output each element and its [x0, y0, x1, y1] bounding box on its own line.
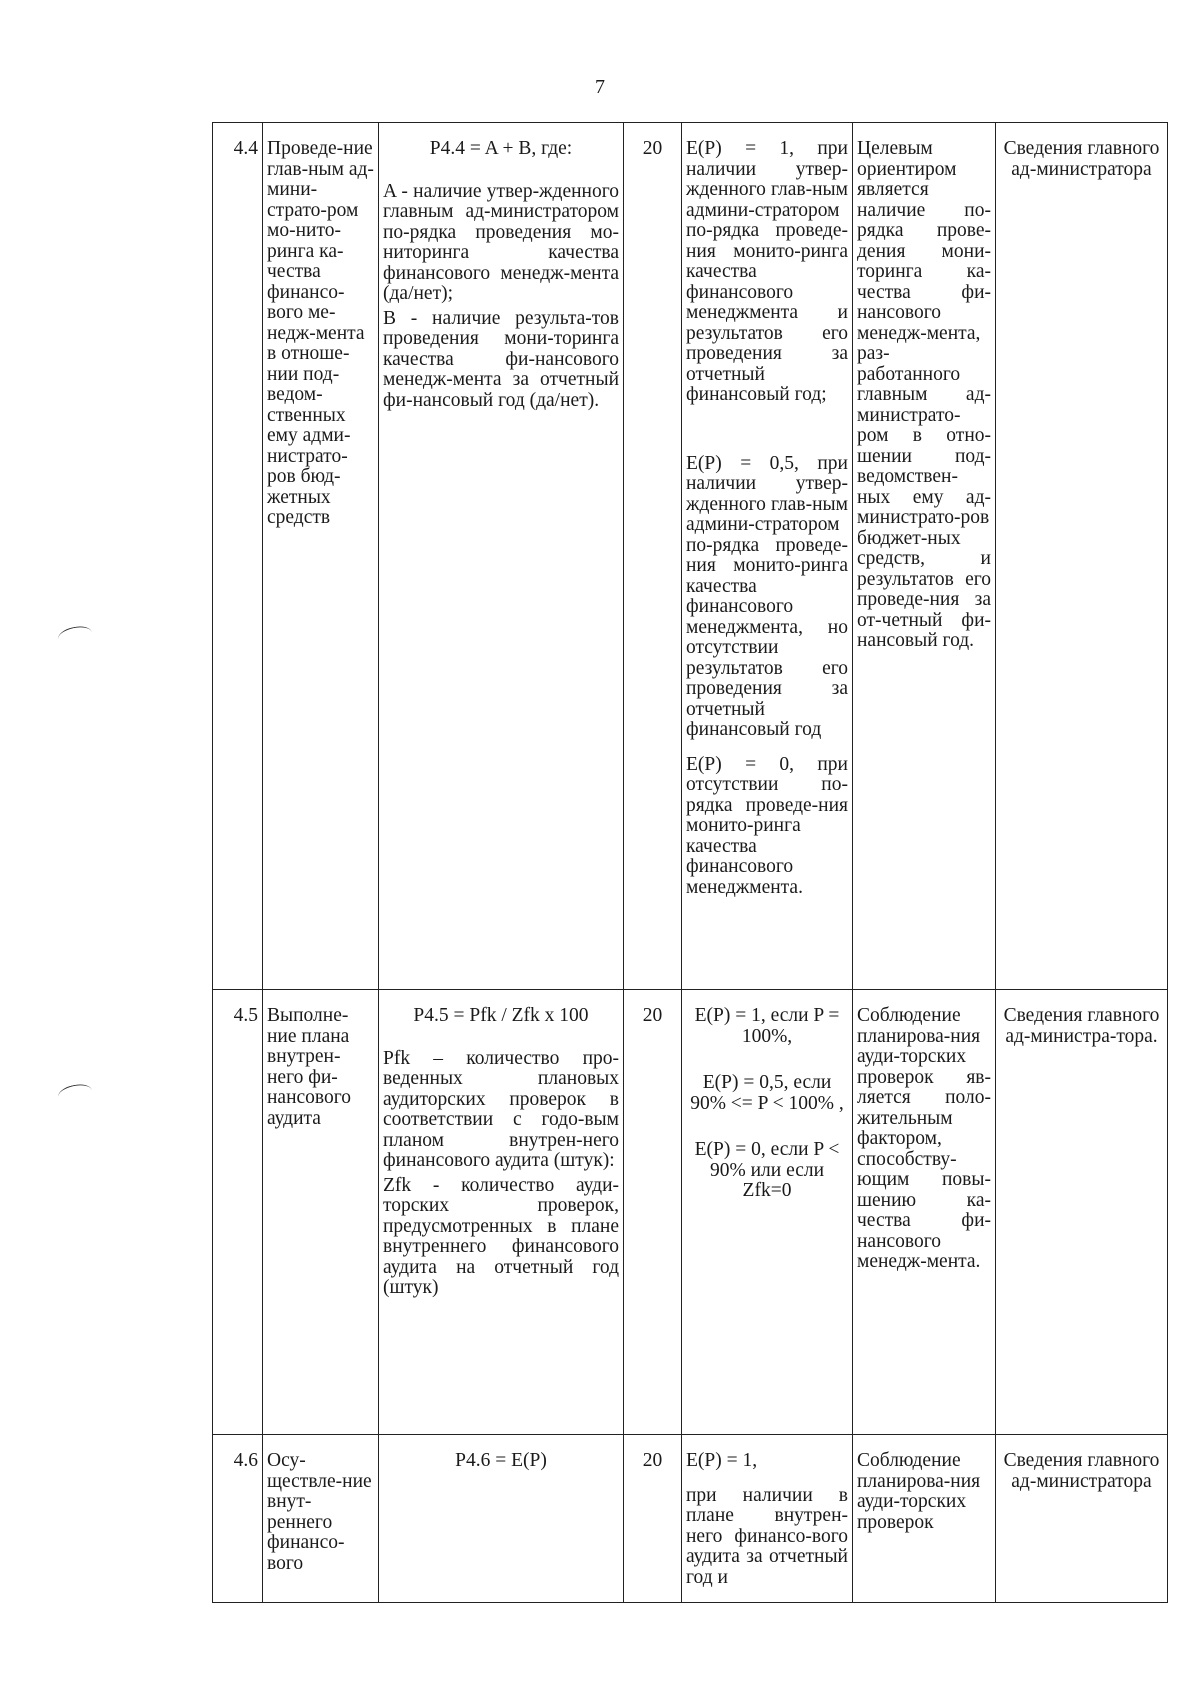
formula-variable-description: B - наличие результа-тов проведения мони-торинга качества фи-нансового менедж-мента за отчетный фи-нансовый год (да/нет).: [383, 307, 619, 411]
formula-expression: P4.4 = A + B, где:: [429, 138, 573, 159]
table-row: [213, 123, 1168, 990]
criterion-source: Сведения главного ад-министратора: [996, 1435, 1168, 1603]
criterion-name: Осу-ществле-ние внут-реннего финансо-вого: [263, 1435, 379, 1603]
criterion-name: Выполне-ние плана внутрен-него фи-нансового аудита: [263, 990, 379, 1435]
criterion-evaluation: [682, 990, 853, 1435]
criterion-target: Целевым ориентиром является наличие по-рядка прове-дения мони-торинга ка-чества фи-нансового менедж-мента, раз-работанного главным ад-министрато-ром в отно-шении под-ведомствен-ных ему ад-министрато-ров бюджет-ных средств, и результатов его проведе-ния за от-четный фи-нансовый год.: [853, 123, 996, 990]
criterion-number: 4.5: [213, 990, 263, 1435]
evaluation-case: E(P) = 0, при отсутствии по-рядка проведе-ния монито-ринга качества финансового менеджмента.: [686, 753, 848, 898]
evaluation-case: E(P) = 1, при наличии утвер-жденного глав-ным админи-стратором по-рядка проведе-ния монито-ринга качества финансового менеджмента и результатов его проведения за отчетный финансовый год;: [686, 138, 848, 405]
table-row: [213, 990, 1168, 1435]
criterion-evaluation: [682, 1435, 853, 1603]
criterion-name: Проведе-ние глав-ным ад-мини-страто-ром мо-нито-ринга ка-чества финансо-вого ме-недж-мента в отноше-нии под-ведом-ственных ему адми-нистрато-ров бюд-жетных средств: [263, 123, 379, 990]
criterion-weight: 20: [624, 123, 682, 990]
formula-variable-description: Pfk – количество про-веденных плановых аудиторских проверок в соответствии с годо-вым планом внутрен-него финансового аудита (штук):: [383, 1047, 619, 1171]
criterion-source: Сведения главного ад-министратора: [996, 123, 1168, 990]
criterion-number: 4.6: [213, 1435, 263, 1603]
evaluation-case: E(P) = 0,5, если 90% <= P < 100% ,: [690, 1072, 844, 1114]
criterion-source: Сведения главного ад-министра-тора.: [996, 990, 1168, 1435]
formula-expression: P4.6 = E(P): [455, 1450, 547, 1471]
evaluation-case: E(P) = 1,: [686, 1450, 758, 1471]
page-number: 7: [595, 76, 605, 98]
criterion-formula: [379, 1435, 624, 1603]
scan-artifact-mark: [57, 1082, 94, 1106]
criterion-formula: [379, 123, 624, 990]
evaluation-case: E(P) = 1, если P = 100%,: [694, 1005, 840, 1047]
formula-variable-description: Zfk - количество ауди-торских проверок, предусмотренных в плане внутреннего финансового аудита на отчетный год (штук): [383, 1174, 619, 1298]
criterion-target: Соблюдение планирова-ния ауди-торских проверок: [853, 1435, 996, 1603]
criterion-target: Соблюдение планирова-ния ауди-торских проверок яв-ляется поло-жительным фактором, способству-ющим повы-шению ка-чества фи-нансового менедж-мента.: [853, 990, 996, 1435]
formula-expression: P4.5 = Pfk / Zfk x 100: [413, 1005, 589, 1026]
criterion-number: 4.4: [213, 123, 263, 990]
table-row: [213, 1435, 1168, 1603]
formula-variable-description: A - наличие утвер-жденного главным ад-министратором по-рядка проведения мо-ниторинга качества финансового менедж-мента (да/нет);: [383, 180, 619, 304]
criterion-weight: 20: [624, 990, 682, 1435]
criteria-table: [212, 122, 1168, 1603]
scan-artifact-mark: [57, 624, 94, 648]
criterion-evaluation: [682, 123, 853, 990]
criterion-formula: [379, 990, 624, 1435]
evaluation-case: E(P) = 0,5, при наличии утвер-жденного глав-ным админи-стратором по-рядка проведе-ния монито-ринга качества финансового менеджмента, но отсутствии результатов его проведения за отчетный финансовый год: [686, 452, 848, 740]
evaluation-case: при наличии в плане внутрен-него финансо-вого аудита за отчетный год и: [686, 1484, 848, 1588]
evaluation-case: E(P) = 0, если P < 90% или если Zfk=0: [694, 1139, 840, 1201]
criterion-weight: 20: [624, 1435, 682, 1603]
